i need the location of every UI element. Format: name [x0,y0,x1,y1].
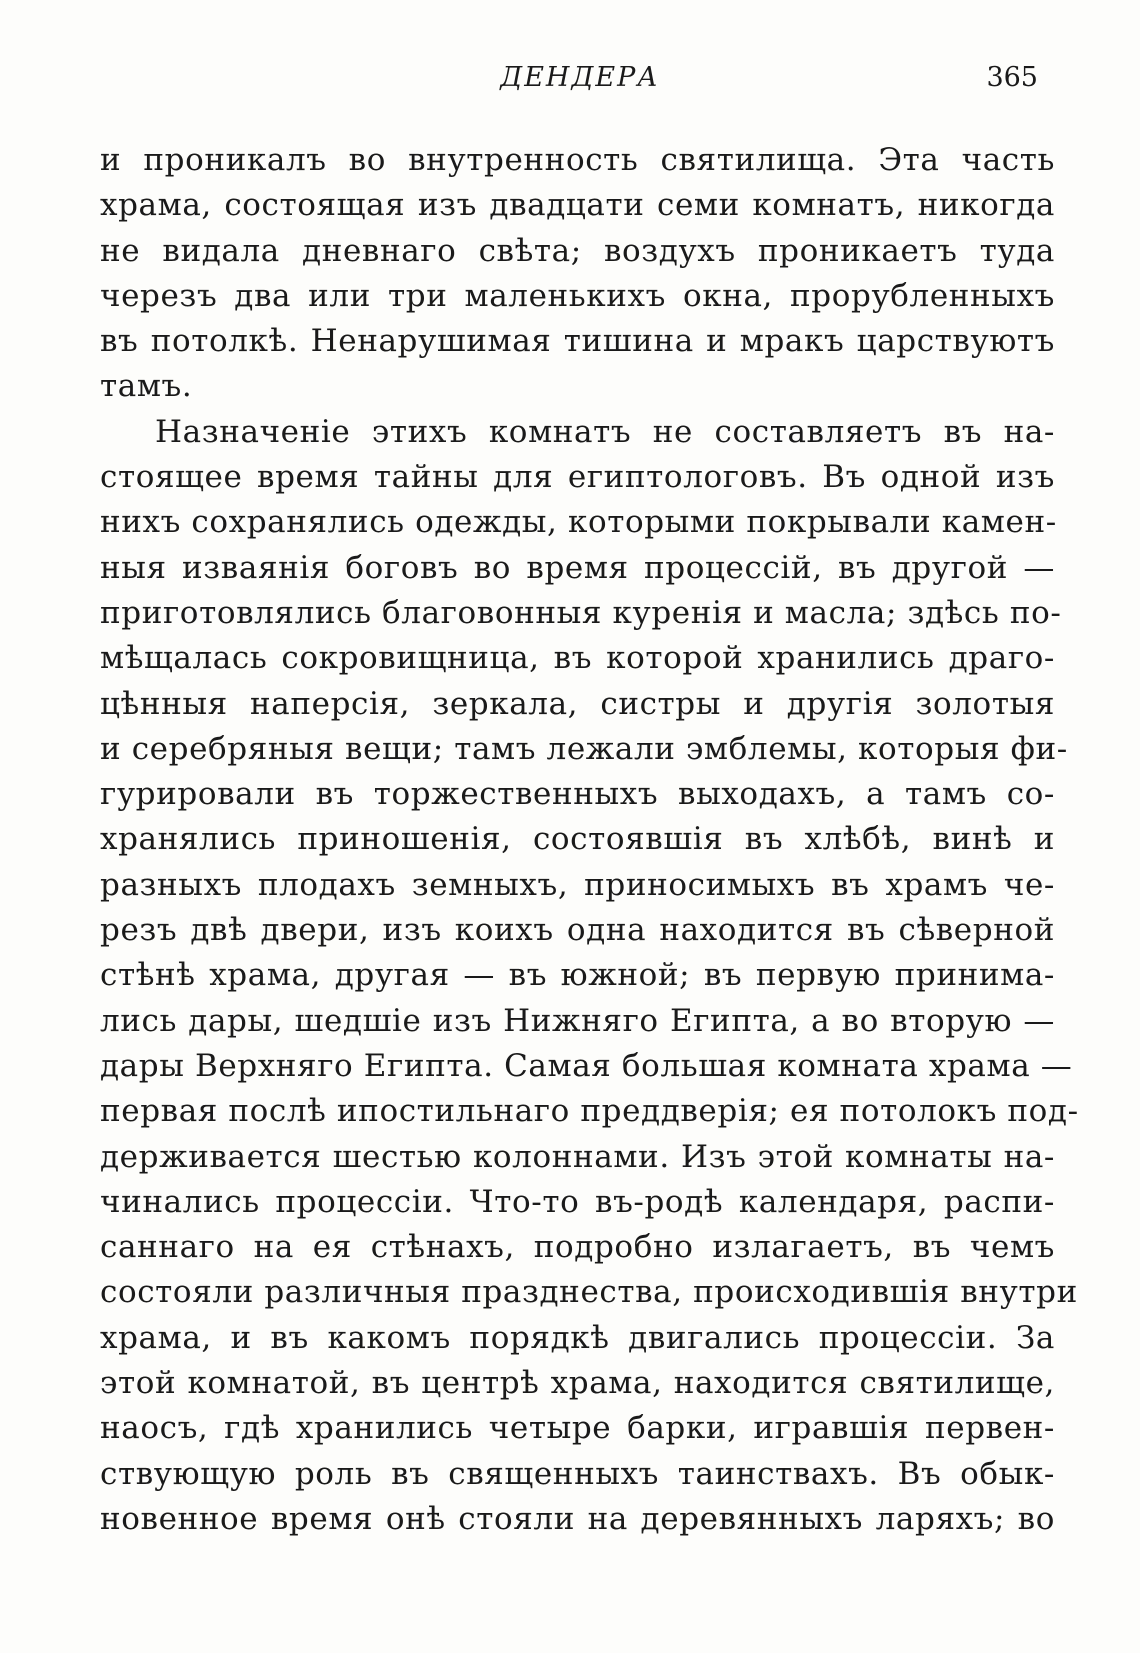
running-header [100,62,1060,102]
text-line: первая послѣ ипостильнаго преддверія; ея потолокъ под- [100,1093,1079,1130]
text-line: дары Верхняго Египта. Самая большая комната храма — [100,1047,1073,1084]
text-line: черезъ два или три маленькихъ окна, прорубленныхъ [100,277,1055,314]
text-line: чинались процессіи. Что-то въ-родѣ календаря, распи- [100,1183,1055,1220]
paragraph-1 [100,138,1055,410]
text-line: храма, состоящая изъ двадцати семи комнатъ, никогда [100,187,1055,224]
running-title: ДЕНДЕРА [500,62,660,93]
text-line: стѣнѣ храма, другая — въ южной; въ первую принима- [100,957,1055,994]
text-line: разныхъ плодахъ земныхъ, приносимыхъ въ храмъ че- [100,866,1055,903]
body-text [100,138,1079,1542]
text-line: этой комнатой, въ центрѣ храма, находится святилище, [100,1365,1055,1402]
text-line: новенное время онѣ стояли на деревянныхъ ларяхъ; во [100,1500,1055,1537]
text-line: наосъ, гдѣ хранились четыре барки, игравшія первен- [100,1410,1055,1447]
text-line: въ потолкѣ. Ненарушимая тишина и мракъ царствуютъ [100,323,1055,360]
page-number: 365 [986,62,1038,93]
text-line: нихъ сохранялись одежды, которыми покрывали камен- [100,504,1057,541]
text-line: ныя изваянія боговъ во время процессій, въ другой — [100,549,1055,586]
text-line: хранялись приношенія, состоявшія въ хлѣбѣ, винѣ и [100,821,1055,858]
text-line: лись дары, шедшіе изъ Нижняго Египта, а во вторую — [100,1002,1055,1039]
text-line: и проникалъ во внутренность святилища. Эта часть [100,142,1055,178]
text-line: мѣщалась сокровищница, въ которой хранились драго- [100,640,1055,677]
text-line: цѣнныя наперсія, зеркала, систры и другія золотыя [100,685,1055,722]
text-line: не видала дневнаго свѣта; воздухъ проникаетъ туда [100,232,1055,269]
text-line: гурировали въ торжественныхъ выходахъ, а тамъ со- [100,776,1055,813]
text-line: ствующую роль въ священныхъ таинствахъ. Въ обык- [100,1455,1055,1492]
text-line: храма, и въ какомъ порядкѣ двигались процессіи. За [100,1319,1055,1356]
text-line: тамъ. [100,368,193,405]
text-line: саннаго на ея стѣнахъ, подробно излагаетъ, въ чемъ [100,1229,1055,1266]
text-line: держивается шестью колоннами. Изъ этой комнаты на- [100,1138,1055,1175]
text-line: и серебряныя вещи; тамъ лежали эмблемы, которыя фи- [100,730,1068,767]
text-line: приготовлялись благовонныя куренія и масла; здѣсь по- [100,594,1062,631]
paragraph-2 [100,410,1079,1542]
text-line: резъ двѣ двери, изъ коихъ одна находится въ сѣверной [100,912,1055,949]
text-line: Назначеніе этихъ комнатъ не составляетъ въ на- [155,413,1055,450]
text-line: состояли различныя празднества, происходившія внутри [100,1274,1078,1311]
text-line: стоящее время тайны для египтологовъ. Въ одной изъ [100,459,1055,496]
